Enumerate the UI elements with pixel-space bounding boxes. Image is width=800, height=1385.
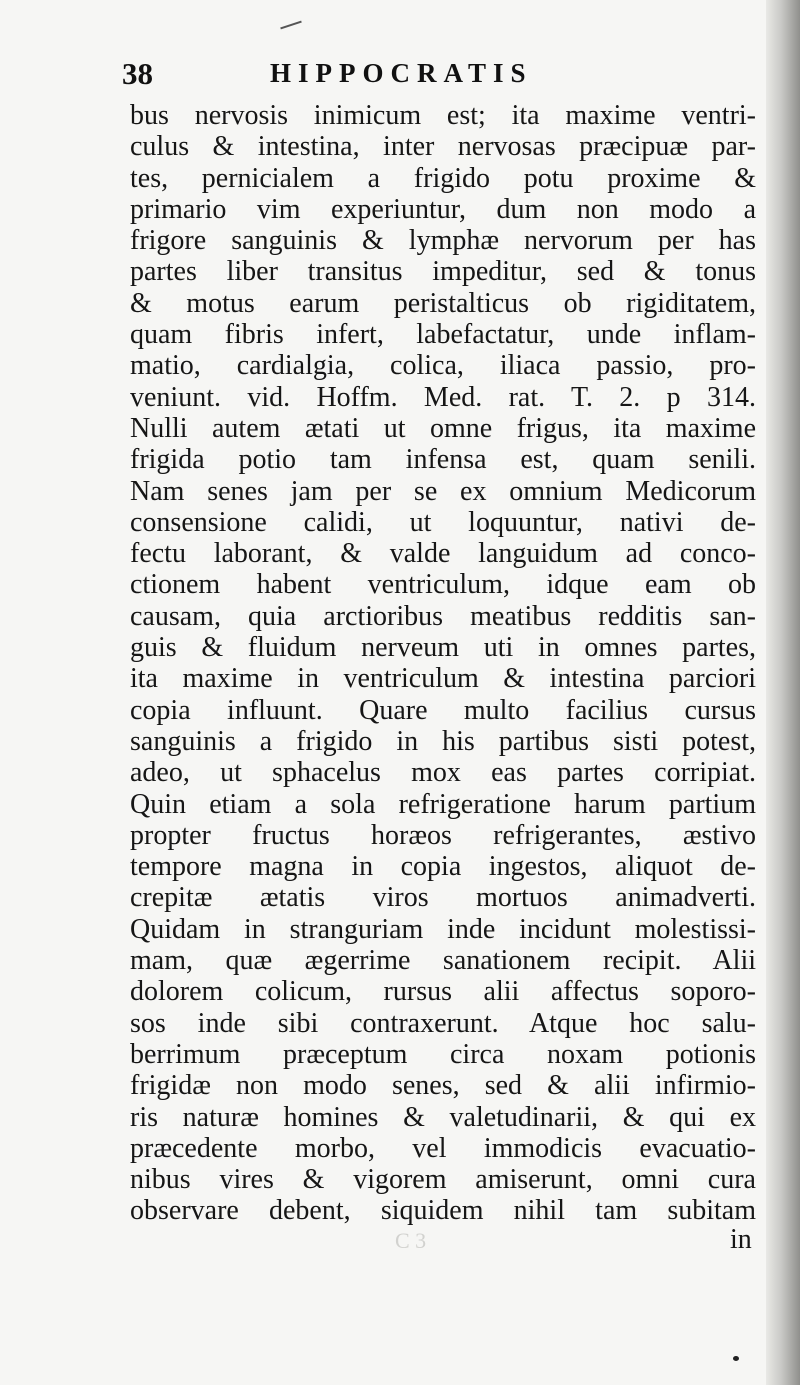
- text-line: Quin etiam a sola refrigeratione harum partium: [130, 788, 756, 820]
- text-line: Nulli autem ætati ut omne frigus, ita maxime: [130, 412, 756, 444]
- text-line: observare debent, siquidem nihil tam subitam: [130, 1195, 756, 1227]
- text-line: adeo, ut sphacelus mox eas partes corripiat.: [130, 757, 756, 789]
- ink-mark: [280, 21, 302, 30]
- text-line: sanguinis a frigido in his partibus sisti potest,: [130, 725, 756, 757]
- catchword: in: [730, 1224, 752, 1255]
- signature-mark: C 3: [395, 1228, 427, 1253]
- text-line: frigida potio tam infensa est, quam senili.: [130, 444, 756, 476]
- text-line: berrimum præceptum circa noxam potionis: [130, 1038, 756, 1070]
- text-line: Nam senes jam per se ex omnium Medicorum: [130, 475, 756, 507]
- text-line: matio, cardialgia, colica, iliaca passio, pro-: [130, 350, 756, 382]
- text-line: consensione calidi, ut loquuntur, nativi de-: [130, 506, 756, 538]
- text-line: dolorem colicum, rursus alii affectus soporo-: [130, 976, 756, 1008]
- text-line: ita maxime in ventriculum & intestina parciori: [130, 663, 756, 695]
- text-line: sos inde sibi contraxerunt. Atque hoc salu-: [130, 1007, 756, 1039]
- text-line: propter fructus horæos refrigerantes, æstivo: [130, 819, 756, 851]
- text-line: crepitæ ætatis viros mortuos animadverti.: [130, 882, 756, 914]
- text-line: frigore sanguinis & lymphæ nervorum per has: [130, 225, 756, 257]
- text-line: frigidæ non modo senes, sed & alii infirmio-: [130, 1070, 756, 1102]
- text-line: tempore magna in copia ingestos, aliquot de-: [130, 851, 756, 883]
- text-line: præcedente morbo, vel immodicis evacuatio-: [130, 1132, 756, 1164]
- text-line: & motus earum peristalticus ob rigiditatem,: [130, 287, 756, 319]
- text-line: copia influunt. Quare multo facilius cursus: [130, 694, 756, 726]
- page-number: 38: [122, 56, 153, 91]
- running-title: HIPPOCRATIS: [270, 58, 533, 88]
- ink-dot: [733, 1356, 739, 1361]
- text-line: culus & intestina, inter nervosas præcipuæ par-: [130, 131, 756, 163]
- text-line: fectu laborant, & valde languidum ad conco-: [130, 538, 756, 570]
- text-line: tes, pernicialem a frigido potu proxime &: [130, 162, 756, 194]
- page-header: [122, 56, 682, 96]
- page-gutter-shadow: [766, 0, 800, 1385]
- text-line: causam, quia arctioribus meatibus redditis san-: [130, 600, 756, 632]
- text-line: ris naturæ homines & valetudinarii, & qui ex: [130, 1101, 756, 1133]
- text-line: guis & fluidum nerveum uti in omnes partes,: [130, 632, 756, 664]
- text-line: primario vim experiuntur, dum non modo a: [130, 193, 756, 225]
- text-line: veniunt. vid. Hoffm. Med. rat. T. 2. p 314.: [130, 381, 756, 413]
- body-text: [130, 100, 756, 1227]
- text-line: Quidam in stranguriam inde incidunt molestissi-: [130, 913, 756, 945]
- text-line: quam fibris infert, labefactatur, unde inflam-: [130, 319, 756, 351]
- text-line: partes liber transitus impeditur, sed & tonus: [130, 256, 756, 288]
- text-line: bus nervosis inimicum est; ita maxime ventri-: [130, 100, 756, 131]
- text-line: ctionem habent ventriculum, idque eam ob: [130, 569, 756, 601]
- text-line: nibus vires & vigorem amiserunt, omni cura: [130, 1164, 756, 1196]
- text-line: mam, quæ ægerrime sanationem recipit. Alii: [130, 945, 756, 977]
